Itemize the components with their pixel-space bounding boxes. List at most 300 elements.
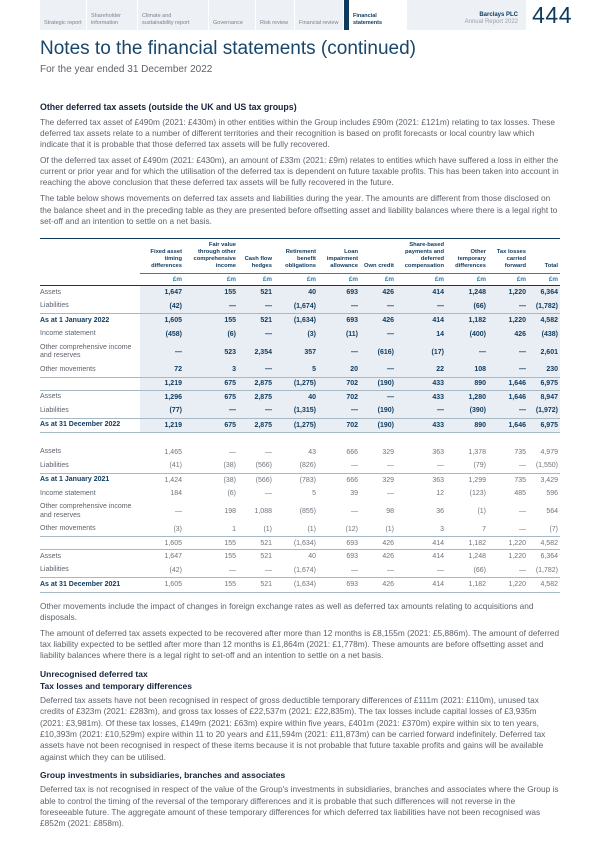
value-cell: — [318,404,360,418]
value-cell: 6,975 [528,377,560,390]
table-row [40,377,560,390]
value-cell: — [360,390,396,404]
page-title: Notes to the financial statements (continued) [40,38,416,59]
value-cell: — [488,300,528,314]
value-cell: 1,605 [140,537,184,550]
report-header [40,0,572,30]
deferred-tax-movements-table [40,238,560,593]
value-cell: 1,646 [488,418,528,433]
column-header: Own credit [360,239,396,274]
value-cell: (1,634) [274,537,318,550]
value-cell: 890 [446,377,488,390]
column-header: Loan impairment allowance [318,239,360,274]
value-cell: (1,275) [274,377,318,390]
tab-label: Strategic report [44,19,82,26]
tab-label: Governance [213,19,243,26]
units-cell: £m [360,273,396,286]
tab-climate-and-sustainability-report[interactable] [138,0,208,30]
value-cell: — [488,404,528,418]
value-cell: — [519,508,526,516]
value-cell: 1,220 [488,578,528,593]
value-cell: 357 [274,341,318,363]
tab-risk-review[interactable] [256,0,294,30]
value-cell: (66) [446,300,488,314]
value-cell: 521 [260,553,272,561]
value-cell: 1,646 [488,390,528,404]
row-label: Liabilities [40,566,69,574]
section-tab-bar [40,0,526,30]
value-cell: 1,219 [140,418,184,433]
table-section-gap [40,433,560,446]
value-cell: 1,219 [140,377,184,390]
value-cell: 329 [382,448,394,456]
value-cell: 485 [514,490,526,498]
value-cell: (123) [469,490,486,498]
value-cell: (390) [446,404,488,418]
value-cell: 702 [318,377,360,390]
value-cell: (3) [274,328,318,342]
value-cell: 40 [274,390,318,404]
value-cell: 675 [184,390,238,404]
value-cell: 98 [386,508,394,516]
value-cell: — [184,300,238,314]
value-cell: 675 [184,377,238,390]
value-cell: — [318,341,360,363]
table-row [40,446,560,460]
table-row [40,418,560,433]
column-header: Cash flow hedges [238,239,274,274]
heading-group-investments: Group investments in subsidiaries, branches and associates [40,769,286,780]
value-cell: 1,465 [164,448,182,456]
value-cell: (783) [274,473,318,487]
value-cell: 735 [488,473,528,487]
value-cell: — [519,525,526,533]
brand-report-title: Annual Report 2022 [464,19,518,25]
value-cell: 155 [224,553,236,561]
value-cell: 230 [528,363,560,377]
value-cell: (1,674) [274,300,318,314]
value-cell: 433 [396,377,446,390]
value-cell: 43 [308,448,316,456]
value-cell: (1,972) [528,404,560,418]
units-cell: £m [318,273,360,286]
intro-paragraph-1: The deferred tax asset of £490m (2021: £430m) in other entities within the Group includes £90m (2021: £121m) relating to tax losses. These deferred tax assets relate to a number of different territories and their recognition is based on profit forecasts or local country law which indicate that it is probable that those deferred tax assets will be fully recovered. [40,116,556,150]
column-header-empty [40,239,140,274]
table-row [40,564,560,578]
value-cell: (458) [140,328,184,342]
value-cell: — [265,566,272,574]
value-cell: 426 [360,314,396,328]
value-cell: 666 [346,448,358,456]
value-cell: 4,979 [540,448,558,456]
units-cell: £m [488,273,528,286]
value-cell: 108 [446,363,488,377]
outro-paragraph-3: Deferred tax assets have not been recognised in respect of gross deductible temporary differences of £111m (2021: £110m), unused tax credits of £323m (2021: £283m), and gross tax losses of £22,537m (2021: £22,835m). The tax losses include capital losses of £3,935m (2021: £3,981m). Of these tax losses, £149m (2021: £63m) expire within five years, £401m (2021: £370m) expire within six to ten years, £10,393m (2021: £10,529m) expire within 11 to 20 years and £11,594m (2021: £11,873m) can be carried forward indefinitely. Deferred tax assets have not been recognised in respect of these items because it is not probable that future taxable profits and gains will be available against which they can be utilised. [40,695,546,762]
value-cell: 693 [318,286,360,300]
table-row [40,487,560,501]
units-cell: £m [184,273,238,286]
value-cell: 675 [184,418,238,433]
value-cell: 1,182 [446,537,488,550]
column-header: Fair value through other comprehensive income [184,239,238,274]
column-header: Share-based payments and deferred compensation [396,239,446,274]
value-cell: 4,582 [528,314,560,328]
value-cell: 735 [514,448,526,456]
value-cell: (566) [255,462,272,470]
value-cell: (38) [223,462,236,470]
value-cell: 1,605 [140,578,184,593]
row-label: Other comprehensive income and reserves [40,503,132,519]
value-cell: 1,424 [140,473,184,487]
value-cell: 36 [436,508,444,516]
value-cell: — [437,462,444,470]
heading-tax-losses: Tax losses and temporary differences [40,680,192,691]
value-cell: 7 [482,525,486,533]
value-cell: 1 [232,525,236,533]
value-cell: 1,088 [254,508,272,516]
tab-strategic-report[interactable] [40,0,86,30]
value-cell: 2,875 [238,377,274,390]
units-cell-empty [40,273,140,286]
table-section-2022 [40,286,560,433]
spacer-row [40,433,560,446]
value-cell: (6) [184,328,238,342]
value-cell: 3 [440,525,444,533]
value-cell: 426 [382,553,394,561]
value-cell: 6,364 [540,553,558,561]
table-header [40,239,560,286]
value-cell: 702 [318,418,360,433]
value-cell: 40 [308,553,316,561]
value-cell: 2,875 [238,390,274,404]
row-label: Other movements [40,365,96,373]
value-cell: 2,354 [238,341,274,363]
value-cell: — [519,566,526,574]
value-cell: 5 [274,363,318,377]
value-cell: — [446,341,488,363]
value-cell: 1,220 [488,286,528,300]
value-cell: — [351,566,358,574]
tab-label: Financial review [299,19,339,26]
value-cell: 1,299 [446,473,488,487]
value-cell: 1,220 [488,314,528,328]
units-cell: £m [528,273,560,286]
table-row [40,404,560,418]
value-cell: (190) [360,418,396,433]
value-cell: (12) [345,525,358,533]
value-cell: 12 [436,490,444,498]
table-row [40,550,560,564]
value-cell: (7) [549,525,558,533]
value-cell: (1,782) [535,566,558,574]
row-label [40,377,140,390]
value-cell: 1,280 [446,390,488,404]
value-cell: — [238,363,274,377]
table-row [40,501,560,523]
row-label [40,537,140,550]
tab-label: Shareholder information [91,13,121,26]
units-cell: £m [446,273,488,286]
value-cell: (41) [169,462,182,470]
units-cell: £m [140,273,184,286]
row-label: Assets [40,393,62,401]
outro-paragraph-1: Other movements include the impact of changes in foreign exchange rates as well as deferred tax amounts relating to acquisitions and disposals. [40,600,534,622]
table-row [40,390,560,404]
value-cell: (6) [227,490,236,498]
value-cell: (1) [385,525,394,533]
table-units-row [40,273,560,286]
value-cell: 1,378 [468,448,486,456]
row-label: As at 1 January 2022 [40,314,140,328]
table-row [40,473,560,487]
table-row [40,300,560,314]
value-cell: — [360,300,396,314]
value-cell: 155 [184,286,238,300]
column-header: Tax losses carried forward [488,239,528,274]
value-cell: 1,296 [140,390,184,404]
value-cell: 39 [350,490,358,498]
value-cell: 155 [184,578,238,593]
value-cell: 414 [396,314,446,328]
value-cell: 693 [318,314,360,328]
row-label: Liabilities [40,406,69,414]
value-cell: (438) [528,328,560,342]
value-cell: 702 [318,390,360,404]
value-cell: (616) [360,341,396,363]
row-label: Other comprehensive income and reserves [40,343,132,360]
row-label: Income statement [40,489,96,497]
value-cell: (190) [360,404,396,418]
value-cell: — [351,508,358,516]
value-cell: (1,315) [274,404,318,418]
table-row [40,523,560,537]
value-cell: 1,220 [508,553,526,561]
value-cell: 1,248 [446,286,488,300]
table-section-2021 [40,446,560,593]
brand-block [407,0,526,30]
value-cell: 14 [396,328,446,342]
value-cell: (1,674) [293,566,316,574]
value-cell: 6,975 [528,418,560,433]
value-cell: 329 [360,473,396,487]
value-cell: — [318,300,360,314]
value-cell: 433 [396,390,446,404]
value-cell: — [351,462,358,470]
row-label: Assets [40,288,62,296]
table-row [40,537,560,550]
value-cell: 414 [432,553,444,561]
value-cell: 433 [396,418,446,433]
section-heading-other-deferred-tax: Other deferred tax assets (outside the UK and US tax groups) [40,102,297,112]
value-cell: — [519,462,526,470]
intro-paragraph-2: Of the deferred tax asset of £490m (2021: £430m), an amount of £33m (2021: £9m) relates to entities which have suffered a loss in either the current or prior year and for which the utilisation of the deferred tax is dependent on future taxable profits. This has been taken into account in reaching the above conclusion that these deferred tax assets will be fully recovered in the future. [40,154,559,188]
tab-label: Financial statements [353,13,383,26]
value-cell: (855) [299,508,316,516]
row-label: As at 31 December 2021 [40,578,140,593]
value-cell: — [396,300,446,314]
value-cell: (3) [173,525,182,533]
units-cell: £m [396,273,446,286]
value-cell: 521 [238,286,274,300]
value-cell: 890 [446,418,488,433]
value-cell: (566) [238,473,274,487]
value-cell: — [488,341,528,363]
value-cell: 40 [274,286,318,300]
value-cell: 596 [546,490,558,498]
value-cell: 414 [396,286,446,300]
value-cell: (42) [169,566,182,574]
value-cell: (17) [396,341,446,363]
value-cell: — [238,404,274,418]
row-label: Other movements [40,525,96,533]
tab-shareholder-information[interactable] [87,0,137,30]
value-cell: 8,947 [528,390,560,404]
value-cell: (1) [477,508,486,516]
value-cell: — [265,448,272,456]
value-cell: — [387,462,394,470]
value-cell: 72 [140,363,184,377]
value-cell: (190) [360,377,396,390]
value-cell: 184 [170,490,182,498]
value-cell: — [265,490,272,498]
outro-paragraph-2: The amount of deferred tax assets expected to be recovered after more than 12 months is £8,155m (2021: £5,886m). The amount of deferred tax liability expected to be settled after more than 12 months is £1,864m (2021: £1,778m). These amounts are before offsetting asset and liability balances where there is a legal right to set-off and an intention to settle on a net basis. [40,627,560,661]
value-cell: — [396,404,446,418]
value-cell: 666 [318,473,360,487]
table-row [40,459,560,473]
table-row [40,363,560,377]
tab-label: Risk review [260,19,289,26]
value-cell: (66) [473,566,486,574]
value-cell: 693 [318,578,360,593]
value-cell: 564 [546,508,558,516]
table-header-row [40,239,560,274]
value-cell: — [488,363,528,377]
table-row [40,328,560,342]
table-row [40,286,560,300]
value-cell: 4,582 [528,537,560,550]
value-cell: — [140,341,184,363]
value-cell: — [229,448,236,456]
value-cell: 20 [318,363,360,377]
value-cell: 3,429 [528,473,560,487]
value-cell: 155 [184,537,238,550]
tab-financial-review[interactable] [295,0,343,30]
row-label: Assets [40,448,62,456]
value-cell: 5 [312,490,316,498]
value-cell: (1,634) [274,578,318,593]
row-label: As at 1 January 2021 [40,473,140,487]
tab-label: Climate and sustainability report [142,13,190,26]
row-label: Liabilities [40,461,69,469]
value-cell: (1,275) [274,418,318,433]
value-cell: 363 [396,473,446,487]
value-cell: 2,601 [528,341,560,363]
value-cell: (1,634) [274,314,318,328]
page-number: 444 [532,2,572,28]
value-cell: — [360,363,396,377]
value-cell: (11) [318,328,360,342]
value-cell: 6,364 [528,286,560,300]
value-cell: 426 [360,537,396,550]
row-label: Income statement [40,330,96,338]
value-cell: 1,647 [164,553,182,561]
value-cell: — [175,508,182,516]
units-cell: £m [238,273,274,286]
tab-governance[interactable] [209,0,255,30]
heading-unrecognised-deferred-tax: Unrecognised deferred tax [40,668,148,679]
units-cell: £m [274,273,318,286]
value-cell: (1) [263,525,272,533]
spacer-cell [40,433,560,446]
table-row [40,341,560,363]
row-label: As at 31 December 2022 [40,418,140,433]
value-cell: (400) [446,328,488,342]
brand-name: Barclays PLC [479,12,518,18]
value-cell: 1,647 [140,286,184,300]
value-cell: 521 [238,314,274,328]
column-header: Fixed asset timing differences [140,239,184,274]
value-cell: 414 [396,578,446,593]
value-cell: — [238,300,274,314]
value-cell: — [387,566,394,574]
value-cell: — [360,328,396,342]
value-cell: 155 [184,314,238,328]
value-cell: 198 [224,508,236,516]
table-row [40,578,560,593]
value-cell: 414 [396,537,446,550]
value-cell: 426 [488,328,528,342]
row-label: Assets [40,552,62,560]
value-cell: 22 [396,363,446,377]
value-cell: 1,248 [468,553,486,561]
value-cell: (42) [140,300,184,314]
column-header: Total [528,239,560,274]
row-label: Liabilities [40,302,69,310]
column-header: Retirement benefit obligations [274,239,318,274]
value-cell: 1,646 [488,377,528,390]
value-cell: — [238,328,274,342]
value-cell: 521 [238,578,274,593]
value-cell: 521 [238,537,274,550]
value-cell: — [387,490,394,498]
value-cell: 3 [184,363,238,377]
value-cell: 523 [184,341,238,363]
value-cell: (79) [473,462,486,470]
value-cell: 1,182 [446,314,488,328]
value-cell: (77) [140,404,184,418]
value-cell: 4,582 [528,578,560,593]
value-cell: (1,550) [535,462,558,470]
tab-financial-statements[interactable] [344,0,406,30]
value-cell: 1,182 [446,578,488,593]
outro-paragraph-4: Deferred tax is not recognised in respect of the value of the Group's investments in subsidiaries, branches and associates where the Group is able to control the timing of the reversal of the temporary differences and it is probable that such differences will not reverse in the foreseeable future. The aggregate amount of these temporary differences for which deferred tax liabilities have not been recognised was £852m (2021: £858m). [40,784,559,829]
table-row [40,314,560,328]
value-cell: (826) [299,462,316,470]
value-cell: 693 [346,553,358,561]
value-cell: — [184,404,238,418]
column-header: Other temporary differences [446,239,488,274]
value-cell: 426 [360,578,396,593]
value-cell: — [437,566,444,574]
value-cell: 363 [432,448,444,456]
value-cell: — [229,566,236,574]
value-cell: 693 [318,537,360,550]
value-cell: 2,875 [238,418,274,433]
page-subtitle: For the year ended 31 December 2022 [40,64,213,75]
intro-paragraph-3: The table below shows movements on deferred tax assets and liabilities during the year. The amounts are different from those disclosed on the balance sheet and in the preceding table as they are presented before offsetting asset and liability balances where there is a legal right to set-off and an intention to settle on a net basis. [40,193,558,226]
value-cell: (1) [307,525,316,533]
value-cell: (38) [184,473,238,487]
